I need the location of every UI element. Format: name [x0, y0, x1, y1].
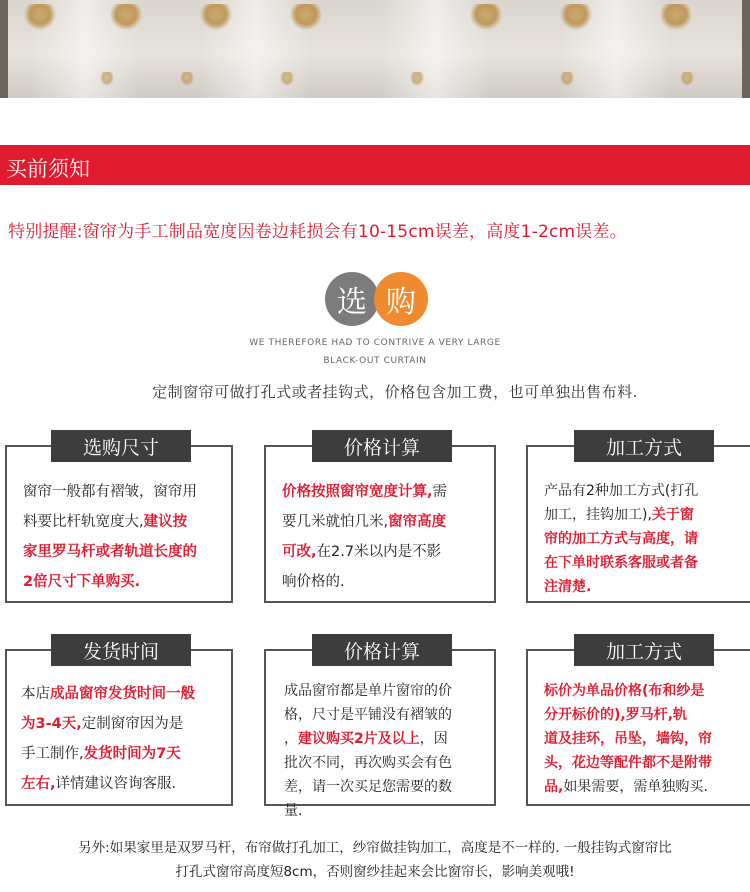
- card-title: 加工方式: [574, 634, 714, 666]
- card-highlight: 品,: [544, 779, 564, 795]
- card-highlight: 道及挂环，吊坠，墙钩，帘: [544, 731, 712, 747]
- card-text: 要几米就怕几米,: [282, 514, 389, 530]
- card-highlight: 家里罗马杆或者轨道长度的: [23, 544, 197, 560]
- section-banner: [0, 145, 750, 185]
- card-body: [284, 679, 484, 823]
- card-highlight: 建议按: [143, 514, 188, 530]
- card-text: 在2.7米以内是不影: [316, 544, 442, 560]
- card-processing: [526, 436, 750, 603]
- footer-line2: 打孔式窗帘高度短8cm，否则窗纱挂起来会比窗帘长，影响美观哦!: [175, 864, 575, 880]
- embroidery-motif: [560, 4, 592, 30]
- card-body: [23, 477, 221, 597]
- card-price: [264, 436, 496, 603]
- card-text: 需: [432, 484, 448, 500]
- embroidery-motif: [280, 72, 294, 86]
- card-text: ，: [284, 731, 298, 747]
- embroidery-motif: [470, 4, 502, 30]
- card-size: [5, 436, 233, 603]
- card-highlight: 帘的加工方式与高度，请: [544, 531, 698, 547]
- card-processing-price: [526, 640, 750, 806]
- card-highlight: 建议购买2片及以上: [298, 731, 420, 747]
- embroidery-motif: [180, 72, 194, 86]
- select-badge-char: 选: [337, 285, 367, 320]
- embroidery-motif: [290, 4, 322, 30]
- window-frame-left: [0, 0, 8, 98]
- footer-line1: 另外:如果家里是双罗马杆，布帘做打孔加工，纱帘做挂钩加工，高度是不一样的. 一般挂钩式窗帘比: [78, 840, 672, 856]
- card-text: ，因: [419, 731, 448, 747]
- card-text: 本店: [21, 686, 50, 702]
- card-highlight: 标价为单品价格(布和纱是: [544, 683, 705, 699]
- english-subtitle-line1: WE THEREFORE HAD TO CONTRIVE A VERY LARGE: [249, 338, 501, 348]
- card-title: 选购尺寸: [51, 430, 191, 462]
- embroidery-motif: [680, 72, 694, 86]
- buy-badge: [374, 272, 428, 326]
- embroidery-motif: [110, 4, 142, 30]
- embroidery-motif: [560, 72, 574, 86]
- card-highlight: 分开标价的),: [544, 707, 626, 723]
- card-highlight: 在下单时联系客服或者备: [544, 555, 698, 571]
- card-text: 批次不同，再次购买会有色: [284, 755, 452, 771]
- curtain-photo: [0, 0, 750, 98]
- card-highlight: 左右,: [21, 776, 56, 792]
- intro-text: 定制窗帘可做打孔式或者挂钩式，价格包含加工费，也可单独出售布料.: [152, 383, 638, 401]
- card-text: 成品窗帘都是单片窗帘的价: [284, 683, 452, 699]
- card-body: [21, 679, 221, 799]
- card-highlight: 窗帘高度: [388, 514, 447, 530]
- embroidery-motif: [24, 4, 56, 30]
- card-text: 定制窗帘因为是: [81, 716, 184, 732]
- card-title: 价格计算: [312, 430, 452, 462]
- card-highlight: 为3-4天,: [21, 716, 82, 732]
- select-badge: [325, 272, 379, 326]
- card-price-ready: [264, 640, 496, 819]
- card-text: 手工制作,: [21, 746, 84, 762]
- card-highlight: 可改,: [282, 544, 317, 560]
- card-title: 发货时间: [51, 634, 191, 666]
- card-highlight: 价格按照窗帘宽度计算,: [282, 484, 433, 500]
- card-text: 加工，挂钩加工),: [544, 507, 652, 523]
- card-body: [544, 679, 740, 799]
- window-frame-right: [742, 0, 750, 98]
- card-title: 加工方式: [574, 430, 714, 462]
- card-text: 窗帘一般都有褶皱，窗帘用: [23, 484, 197, 500]
- card-text: 响价格的.: [282, 574, 345, 590]
- card-highlight: 注清楚.: [544, 579, 592, 595]
- card-shipping: [5, 640, 233, 806]
- card-text: 量.: [284, 803, 303, 819]
- buy-badge-char: 购: [386, 285, 416, 320]
- card-highlight: 头，花边等配件都不是附带: [544, 755, 712, 771]
- card-highlight: 关于窗: [651, 507, 694, 523]
- card-text: 差，请一次买足您需要的数: [284, 779, 452, 795]
- card-text: 格，尺寸是平铺没有褶皱的: [284, 707, 452, 723]
- embroidery-motif: [100, 72, 114, 86]
- card-text: 产品有2种加工方式(打孔: [544, 483, 699, 499]
- embroidery-motif: [660, 4, 692, 30]
- embroidery-motif: [410, 72, 424, 86]
- card-text: 如果需要，需单独购买.: [563, 779, 708, 795]
- card-text: 详情建议咨询客服.: [55, 776, 177, 792]
- card-highlight: 发货时间为7天: [83, 746, 181, 762]
- card-body: [282, 477, 484, 597]
- card-body: [544, 479, 740, 599]
- card-text: 料要比杆轨宽度大,: [23, 514, 144, 530]
- embroidery-motif: [200, 4, 232, 30]
- card-title: 价格计算: [312, 634, 452, 666]
- card-highlight: 罗马杆,轨: [625, 707, 688, 723]
- english-subtitle-line2: BLACK-OUT CURTAIN: [323, 356, 427, 366]
- special-notice: 特别提醒:窗帘为手工制品宽度因卷边耗损会有10-15cm误差，高度1-2cm误差。: [8, 222, 627, 242]
- section-title: 买前须知: [6, 157, 90, 181]
- card-highlight: 成品窗帘发货时间一般: [50, 686, 195, 702]
- card-highlight: 2倍尺寸下单购买.: [23, 574, 141, 590]
